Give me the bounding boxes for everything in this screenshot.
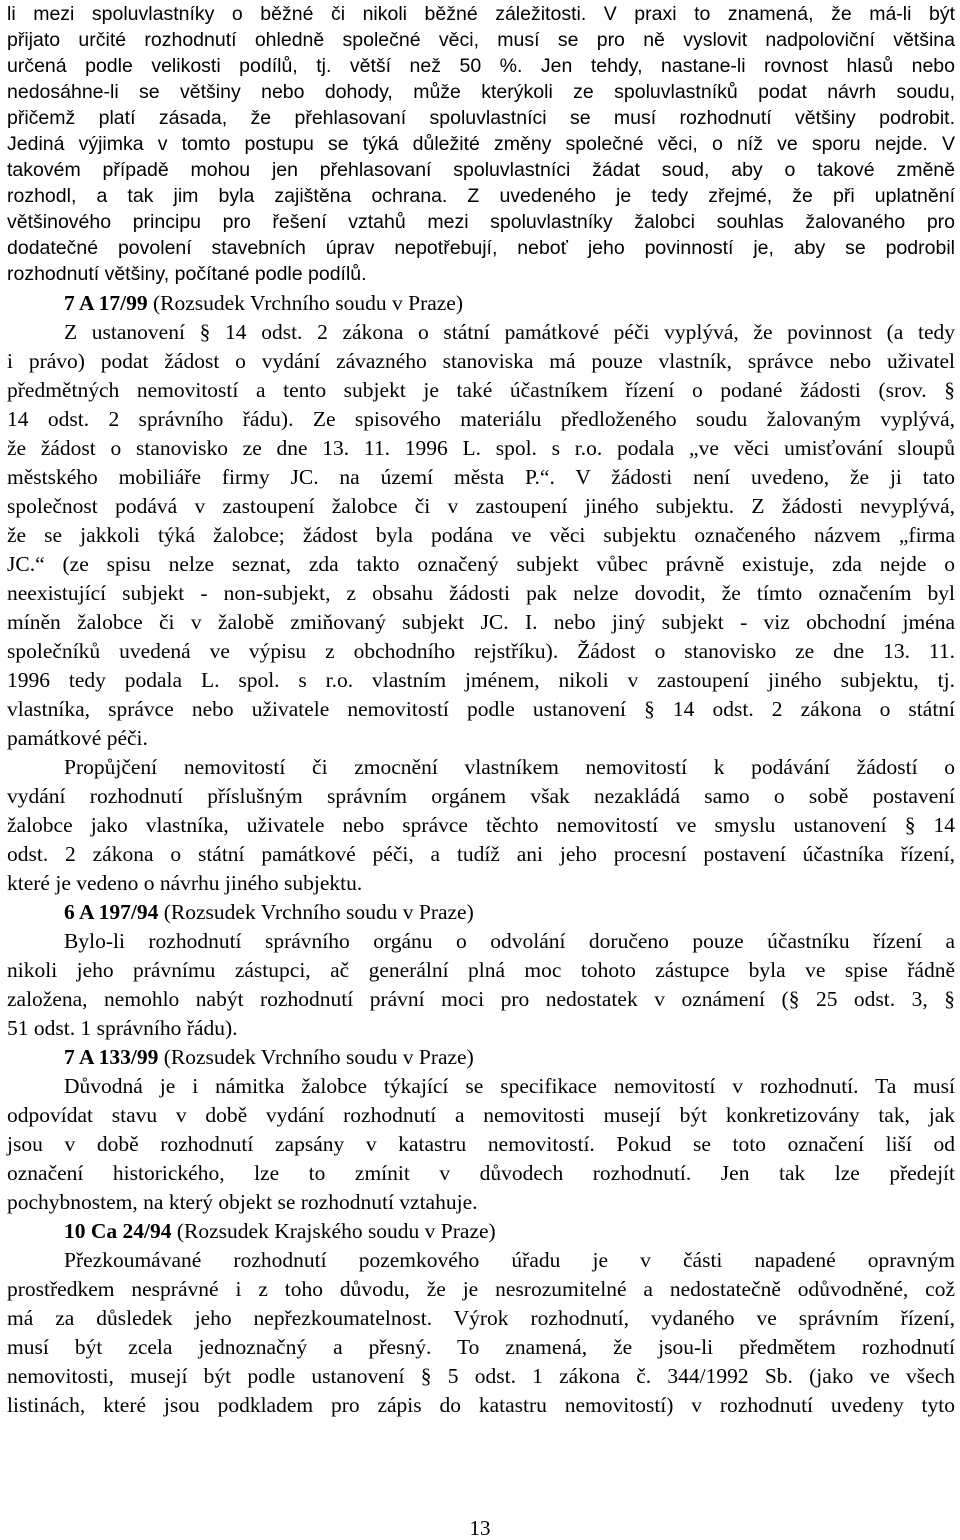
case-number: 6 A 197/94 — [64, 900, 159, 924]
text-line: 1996 tedy podala L. spol. s r.o. vlastním jménem, nikoli v zastoupení jiného subjektu, tj. — [7, 668, 955, 692]
case-number: 7 A 17/99 — [64, 291, 148, 315]
court-name: (Rozsudek Vrchního soudu v Praze) — [163, 1045, 474, 1069]
case-number: 10 Ca 24/94 — [64, 1219, 172, 1243]
text-line: pochybnostem, na který objekt se rozhodnutí vztahuje. — [7, 1190, 478, 1214]
case-reference — [64, 1217, 955, 1245]
text-line: rozhodnutí většiny, počítané podle podílů. — [7, 263, 367, 285]
text-line: neexistující subjekt - non-subjekt, z obsahu žádosti pak nelze dovodit, že tímto označením byl — [7, 581, 955, 605]
section-icon: § — [788, 987, 800, 1011]
text-line: 51 odst. 1 správního řádu). — [7, 1016, 238, 1040]
case-reference — [64, 289, 955, 317]
text-line: Jediná výjimka v tomto postupu se týká důležité změny společné věci, o níž ve sporu nejde. V — [7, 133, 955, 155]
text-line: vydání rozhodnutí příslušným správním orgánem však nezakládá samo o sobě postavení — [7, 784, 955, 808]
text-line: li mezi spoluvlastníky o běžné či nikoli běžné záležitosti. V praxi to znamená, že má-li být — [7, 3, 955, 25]
text-line: 14 odst. 2 správního řádu). Ze spisového materiálu předloženého soudu žalovaným vyplývá, — [7, 407, 955, 431]
text-line: jsou v době rozhodnutí zapsány v katastru nemovitostí. Pokud se toto označení liší od — [7, 1132, 955, 1156]
text-line: založena, nemohlo nabýt rozhodnutí právní moci pro nedostatek v oznámení (§ 25 odst. 3, § — [7, 987, 956, 1011]
text-line: přijato určité rozhodnutí ohledně společné věci, musí se pro ně vyslovit nadpoloviční většina — [7, 29, 955, 51]
text-line: Bylo-li rozhodnutí správního orgánu o odvolání doručeno pouze účastníku řízení a — [64, 929, 955, 953]
text-line: památkové péči. — [7, 726, 148, 750]
text-line: listinách, které jsou podkladem pro zápis do katastru nemovitostí) v rozhodnutí uvedeny tyto — [7, 1393, 955, 1417]
text-line: Přezkoumávané rozhodnutí pozemkového úřadu je v části napadené opravným — [64, 1248, 955, 1272]
text-line: míněn žalobce či v žalobě zmiňovaný subjekt JC. I. nebo jiný subjekt - viz obchodní jména — [7, 610, 955, 634]
text-line: odst. 2 zákona o státní památkové péči, a tudíž ani jeho procesní postavení účastníka řízení, — [7, 842, 955, 866]
text-line: nemovitosti, musejí být podle ustanovení § 5 odst. 1 zákona č. 344/1992 Sb. (jako ve všech — [7, 1364, 956, 1388]
text-line: takovém případě mohou jen přehlasovaní spoluvlastníci žádat soud, aby o takové změně — [7, 159, 955, 181]
text-line: Propůjčení nemovitostí či zmocnění vlastníkem nemovitostí k podávání žádostí o — [64, 755, 955, 779]
text-line: odpovídat stavu v době vydání rozhodnutí a nemovitosti musejí být konkretizovány tak, jak — [7, 1103, 955, 1127]
case-reference — [64, 1043, 955, 1071]
text-line: Důvodná je i námitka žalobce týkající se specifikace nemovitostí v rozhodnutí. Ta musí — [64, 1074, 955, 1098]
text-line: většinového principu pro řešení vztahů mezi spoluvlastníky žalobci souhlas žalovaného pro — [7, 211, 955, 233]
case-reference — [64, 898, 955, 926]
text-line: předmětných nemovitostí a tento subjekt je také účastníkem řízení o podané žádosti (srov. § — [7, 378, 956, 402]
court-name: (Rozsudek Krajského soudu v Praze) — [176, 1219, 496, 1243]
text-line: společnost podává v zastoupení žalobce či v zastoupení jiného subjektu. Z žádosti nevyplývá, — [7, 494, 955, 518]
section-icon: § — [199, 320, 211, 344]
text-line: rozhodl, a tak jim byla zajištěna ochrana. Z uvedeného je tedy zřejmé, že při uplatnění — [7, 185, 955, 207]
text-line: má za důsledek jeho nepřezkoumatelnost. Výrok rozhodnutí, vydaného ve správním řízení, — [7, 1306, 955, 1330]
text-line: JC.“ (ze spisu nelze seznat, zda takto označený subjekt vůbec právně existuje, zda nejde o — [7, 552, 955, 576]
text-line: dodatečné povolení stavebních úprav nepotřebují, neboť jeho povinností je, aby se podrobil — [7, 237, 955, 259]
case-number: 7 A 133/99 — [64, 1045, 159, 1069]
text-line: žalobce jako vlastníka, uživatele nebo správce těchto nemovitostí ve smyslu ustanovení § 14 — [7, 813, 956, 837]
section-icon: § — [904, 813, 916, 837]
text-line: přičemž platí zásada, že přehlasovaní spoluvlastníci se musí rozhodnutí většiny podrobit. — [7, 107, 955, 129]
section-icon: § — [420, 1364, 432, 1388]
text-line: společníků uvedená ve výpisu z obchodního rejstříku). Žádost o stanovisko ze dne 13. 11. — [7, 639, 955, 663]
text-line: že žádost o stanovisko ze dne 13. 11. 1996 L. spol. s r.o. podala „ve věci umisťování sloupů — [7, 436, 955, 460]
page-number: 13 — [469, 1516, 491, 1540]
text-line: vlastníka, správce nebo uživatele nemovitostí podle ustanovení § 14 odst. 2 zákona o státní — [7, 697, 956, 721]
text-line: městského mobiliáře firmy JC. na území města P.“. V žádosti není uvedeno, že ji tato — [7, 465, 955, 489]
text-line: Z ustanovení § 14 odst. 2 zákona o státní památkové péči vyplývá, že povinnost (a tedy — [64, 320, 956, 344]
text-line: nedosáhne-li se většiny nebo dohody, může kterýkoli ze spoluvlastníků podat návrh soudu, — [7, 81, 955, 103]
court-name: (Rozsudek Vrchního soudu v Praze) — [153, 291, 464, 315]
text-line: které je vedeno o návrhu jiného subjektu. — [7, 871, 363, 895]
section-icon: § — [944, 378, 956, 402]
text-line: že se jakkoli týká žalobce; žádost byla podána ve věci subjektu označeného názvem „firma — [7, 523, 955, 547]
text-line: určená podle velikosti podílů, tj. větší než 50 %. Jen tehdy, nastane-li rovnost hlasů nebo — [7, 55, 955, 77]
section-icon: § — [944, 987, 956, 1011]
text-line: i právo) podat žádost o vydání závazného stanoviska má pouze vlastník, správce nebo uživatel — [7, 349, 955, 373]
section-icon: § — [644, 697, 655, 721]
text-line: označení historického, lze to zmínit v důvodech rozhodnutí. Jen tak lze předejít — [7, 1161, 955, 1185]
text-line: nikoli jeho právnímu zástupci, ač generální plná moc tohoto zástupce byla ve spise řádně — [7, 958, 955, 982]
text-line: musí být zcela jednoznačný a přesný. To znamená, že jsou-li předmětem rozhodnutí — [7, 1335, 955, 1359]
text-line: prostředkem nesprávné i z toho důvodu, že je nesrozumitelné a nedostatečně odůvodněné, což — [7, 1277, 955, 1301]
court-name: (Rozsudek Vrchního soudu v Praze) — [163, 900, 474, 924]
